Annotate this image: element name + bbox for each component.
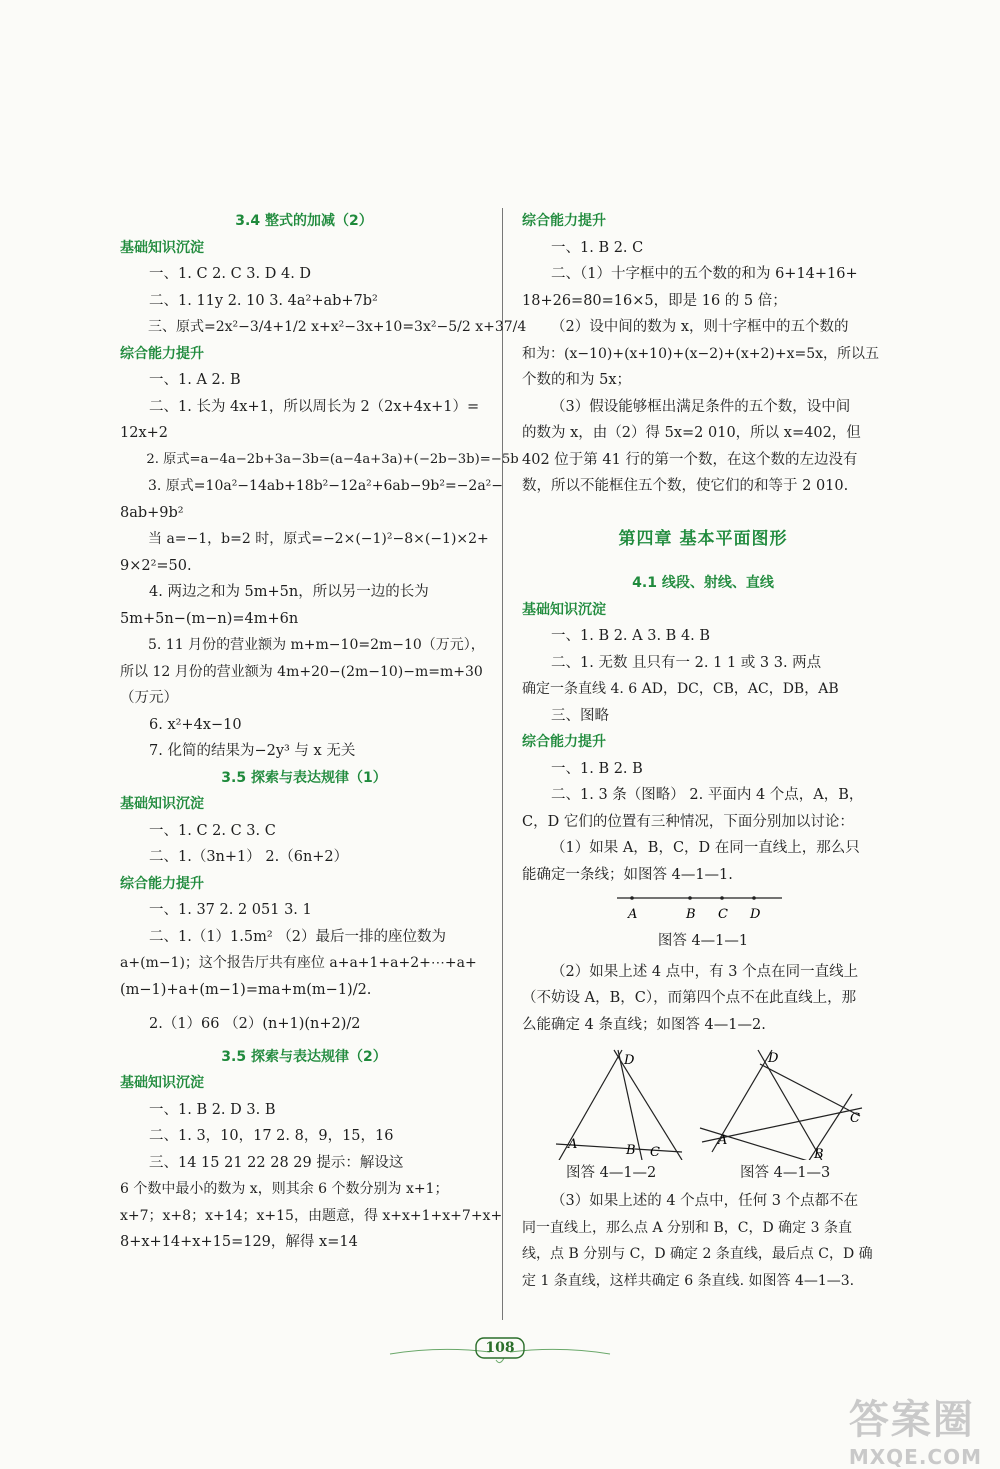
answer-line: 三、图略: [551, 707, 609, 724]
answer-line: 三、原式=2x²−3/4+1/2 x+x²−3x+10=3x²−5/2 x+37/4: [148, 319, 527, 335]
answer-line: 当 a=−1，b=2 时，原式=−2×(−1)²−8×(−1)×2+: [148, 531, 489, 547]
answer-line: 12x+2: [120, 425, 169, 441]
answer-line: 18+26=80=16×5，即是 16 的 5 倍；: [522, 292, 787, 309]
answer-line: 个数的和为 5x；: [522, 372, 632, 388]
watermark-logo: [849, 1388, 982, 1469]
figure-caption: 图答 4—1—1: [657, 933, 749, 949]
answer-line: 6 个数中最小的数为 x，则其余 6 个数分别为 x+1；: [120, 1181, 449, 1197]
answer-line: 所以 12 月份的营业额为 4m+20−(2m−10)−m=m+30: [120, 663, 483, 680]
answer-line: 二、1.（1）1.5m² （2）最后一排的座位数为: [149, 928, 447, 945]
point-label: C: [650, 1145, 660, 1160]
answer-line: 线，点 B 分别与 C，D 确定 2 条直线，最后点 C，D 确: [522, 1246, 873, 1262]
answer-line: 5. 11 月份的营业额为 m+m−10=2m−10（万元），: [148, 637, 485, 653]
answer-line: 二、（1）十字框中的五个数的和为 6+14+16+: [551, 266, 858, 282]
figure-4-1-1: [522, 888, 884, 928]
answer-line: 一、1. 37 2. 2 051 3. 1: [149, 902, 312, 918]
answer-line: 7. 化简的结果为−2y³ 与 x 无关: [149, 743, 356, 759]
page-number: [470, 1336, 530, 1366]
answer-line: 三、14 15 21 22 28 29 提示：解设这: [149, 1154, 404, 1171]
subsection-heading: 基础知识沉淀: [120, 1075, 204, 1091]
figure-4-1-2: [556, 1050, 682, 1160]
answer-line: 确定一条直线 4. 6 AD，DC，CB，AC，DB，AB: [522, 681, 839, 697]
answer-line: 9×2²=50.: [120, 557, 192, 574]
subsection-heading: 基础知识沉淀: [522, 601, 606, 618]
answer-line: 一、1. C 2. C 3. C: [149, 822, 276, 839]
answer-line: 4. 两边之和为 5m+5n，所以另一边的长为: [149, 584, 429, 600]
subsection-heading: 综合能力提升: [522, 213, 606, 229]
answer-line: 402 位于第 41 行的第一个数，在这个数的左边没有: [522, 451, 858, 468]
answer-line: 3. 原式=10a²−14ab+18b²−12a²+6ab−9b²=−2a²−: [148, 478, 504, 494]
point-label: C: [850, 1111, 860, 1126]
section-heading: 4.1 线段、射线、直线: [632, 575, 774, 591]
point-label: A: [718, 1133, 728, 1148]
answer-line: 5m+5n−(m−n)=4m+6n: [120, 610, 299, 627]
answer-line: a+(m−1)；这个报告厅共有座位 a+a+1+a+2+⋯+a+: [120, 955, 477, 971]
point-label: C: [718, 907, 728, 922]
chapter-title: 第四章 基本平面图形: [618, 528, 788, 549]
point-label: B: [626, 1143, 636, 1158]
point-label: A: [628, 907, 638, 922]
answer-line: (m−1)+a+(m−1)=ma+m(m−1)/2.: [120, 981, 372, 998]
answer-line: 二、1. 3 条（图略） 2. 平面内 4 个点，A，B，: [551, 787, 864, 803]
subsection-heading: 综合能力提升: [120, 345, 204, 362]
subsection-heading: 综合能力提升: [522, 734, 606, 750]
answer-line: 2.（1）66 （2）(n+1)(n+2)/2: [149, 1016, 361, 1032]
answer-line: 8+x+14+x+15=129，解得 x=14: [120, 1234, 358, 1250]
page-number-text: 108: [485, 1340, 515, 1356]
answer-line: （1）如果 A，B，C，D 在同一直线上，那么只: [551, 840, 860, 856]
answer-line: 数，所以不能框住五个数，使它们的和等于 2 010.: [522, 478, 849, 494]
section-heading: 3.5 探索与表达规律（2）: [221, 1048, 387, 1065]
answer-line: （万元）: [120, 690, 178, 706]
answer-line: （2）设中间的数为 x，则十字框中的五个数的: [551, 319, 849, 335]
point-label: B: [814, 1147, 824, 1160]
answer-line: C，D 它们的位置有三种情况，下面分别加以讨论：: [522, 813, 854, 830]
answer-line: 二、1. 无数 且只有一 2. 1 1 或 3 3. 两点: [551, 654, 822, 671]
answer-line: 定 1 条直线，这样共确定 6 条直线. 如图答 4—1—3.: [522, 1272, 855, 1289]
answer-line: 一、1. B 2. B: [551, 760, 643, 777]
answer-line: （2）如果上述 4 点中，有 3 个点在同一直线上: [551, 963, 859, 980]
answer-line: （3）假设能够框出满足条件的五个数，设中间: [551, 398, 851, 415]
point-label: D: [624, 1053, 635, 1068]
watermark-text: 答案圈: [848, 1397, 975, 1443]
answer-line: 二、1.（3n+1） 2.（6n+2）: [149, 849, 349, 865]
watermark-url: MXQE.COM: [848, 1445, 982, 1469]
column-divider: [502, 208, 503, 1320]
section-heading: 3.4 整式的加减（2）: [235, 213, 373, 229]
answer-line: 一、1. B 2. C: [551, 239, 644, 256]
answer-line: （不妨设 A，B，C），而第四个点不在此直线上，那: [522, 990, 857, 1006]
figures-4-1-2-and-4-1-3: [522, 1042, 884, 1160]
answer-line: 同一直线上，那么点 A 分别和 B，C，D 确定 3 条直: [522, 1219, 852, 1236]
figure-caption: 图答 4—1—3: [740, 1165, 831, 1181]
point-label: A: [568, 1137, 578, 1152]
answer-line: 2. 原式=a−4a−2b+3a−3b=(a−4a+3a)+(−2b−3b)=−5b: [146, 451, 519, 467]
answer-line: 一、1. B 2. A 3. B 4. B: [551, 628, 711, 644]
answer-line: 6. x²+4x−10: [149, 716, 242, 733]
answer-line: 一、1. C 2. C 3. D 4. D: [149, 266, 312, 282]
answer-line: 能确定一条线；如图答 4—1—1.: [522, 866, 733, 883]
answer-line: 和为：(x−10)+(x+10)+(x−2)+(x+2)+x=5x，所以五: [522, 345, 879, 362]
subsection-heading: 基础知识沉淀: [120, 239, 204, 256]
answer-line: （3）如果上述的 4 个点中，任何 3 个点都不在: [551, 1193, 859, 1209]
answer-line: 一、1. B 2. D 3. B: [149, 1101, 276, 1118]
section-heading: 3.5 探索与表达规律（1）: [221, 769, 387, 786]
right-column: [522, 208, 884, 1294]
answer-line: 二、1. 3，10，17 2. 8，9，15，16: [149, 1128, 394, 1144]
answer-line: 一、1. A 2. B: [149, 372, 241, 388]
left-column: [120, 208, 527, 1256]
point-label: B: [686, 907, 696, 922]
point-label: D: [750, 907, 761, 922]
answer-line: 8ab+9b²: [120, 504, 184, 521]
answer-line: x+7；x+8；x+14；x+15，由题意，得 x+x+1+x+7+x+: [120, 1207, 503, 1224]
answer-line: 的数为 x，由（2）得 5x=2 010，所以 x=402，但: [522, 425, 861, 441]
subsection-heading: 基础知识沉淀: [120, 796, 204, 812]
point-label: D: [768, 1051, 779, 1066]
answer-line: 二、1. 长为 4x+1，所以周长为 2（2x+4x+1）=: [149, 398, 480, 415]
answer-line: 二、1. 11y 2. 10 3. 4a²+ab+7b²: [149, 292, 378, 309]
answer-line: 么能确定 4 条直线；如图答 4—1—2.: [522, 1016, 766, 1033]
figure-4-1-3: [700, 1050, 862, 1160]
figure-caption: 图答 4—1—2: [566, 1165, 657, 1181]
subsection-heading: 综合能力提升: [120, 875, 204, 892]
